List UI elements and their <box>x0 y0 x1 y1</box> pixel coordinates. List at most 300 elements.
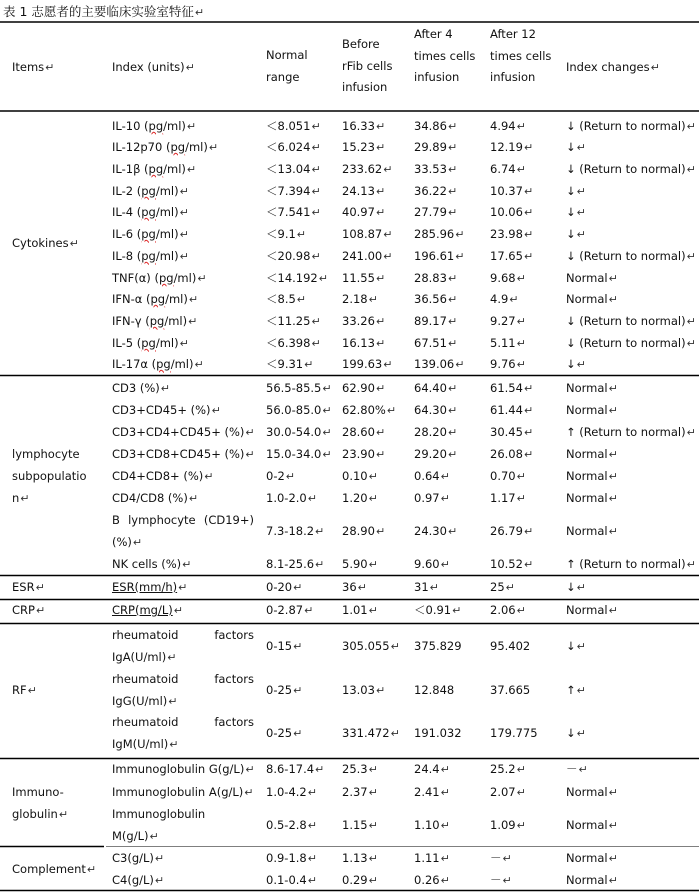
paragraph-mark: ↵ <box>368 558 378 571</box>
index-cell: TNF(α) (pg/ml)↵ <box>112 271 207 285</box>
after4-cell: 24.4↵ <box>414 762 450 776</box>
normal-cell: 1.0-2.0↵ <box>266 491 317 505</box>
group-label-line: n↵ <box>12 491 30 505</box>
paragraph-mark: ↵ <box>523 185 534 198</box>
index-cell: IL-6 (pg/ml)↵ <box>112 227 189 241</box>
paragraph-mark: ↵ <box>608 448 618 461</box>
paragraph-mark: ↵ <box>368 763 378 776</box>
paragraph-mark: ↵ <box>311 337 321 350</box>
paragraph-mark: ↵ <box>307 786 317 799</box>
change-cell: ↓↵ <box>566 227 586 241</box>
after12-cell: 95.402 <box>490 639 531 653</box>
index-line: rheumatoid factors <box>112 715 254 729</box>
paragraph-mark: ↵ <box>447 185 458 198</box>
paragraph-mark: ↵ <box>368 293 378 306</box>
paragraph-mark: ↵ <box>440 786 450 799</box>
paragraph-mark: ↵ <box>429 581 439 594</box>
paragraph-mark: ↵ <box>304 358 314 371</box>
before-cell: 241.00↵ <box>342 249 393 263</box>
normal-cell: 0-25↵ <box>266 726 303 740</box>
index-line: rheumatoid factors <box>112 628 254 642</box>
index-cell <box>112 509 254 554</box>
after4-cell: 139.06↵ <box>414 357 465 371</box>
group-label-line: subpopulatio <box>12 469 87 483</box>
index-cell: IFN-α (pg/ml)↵ <box>112 292 199 306</box>
paragraph-mark: ↵ <box>154 852 165 865</box>
paragraph-mark: ↵ <box>307 874 317 887</box>
paragraph-mark: ↵ <box>447 315 458 328</box>
paragraph-mark: ↵ <box>523 228 534 241</box>
paragraph-mark: ↵ <box>440 852 450 865</box>
after4-cell: 1.10↵ <box>414 818 450 832</box>
change-cell: ↓ (Return to normal)↵ <box>566 249 696 263</box>
after12-cell: 26.79↵ <box>490 524 534 538</box>
index-line: B lymphocyte (CD19+) <box>112 513 254 527</box>
header-index-changes: Index changes↵ <box>566 60 660 74</box>
paragraph-mark: ↵ <box>383 358 393 371</box>
paragraph-mark: ↵ <box>390 640 400 653</box>
paragraph-mark: ↵ <box>357 581 367 594</box>
paragraph-mark: ↵ <box>447 206 458 219</box>
paragraph-mark: ↵ <box>179 250 189 263</box>
change-cell: Normal↵ <box>566 447 618 461</box>
paragraph-mark: ↵ <box>447 120 458 133</box>
before-cell: 28.60↵ <box>342 425 386 439</box>
group-label: ESR↵ <box>12 580 45 594</box>
paragraph-mark: ↵ <box>686 315 696 328</box>
normal-cell: ＜7.541↵ <box>266 205 321 219</box>
change-cell: ↑ (Return to normal)↵ <box>566 425 696 439</box>
after12-cell: 17.65↵ <box>490 249 534 263</box>
after12-cell: 1.09↵ <box>490 818 526 832</box>
after12-cell: －↵ <box>490 851 512 865</box>
normal-cell: 0.9-1.8↵ <box>266 851 317 865</box>
after12-cell: 9.68↵ <box>490 271 526 285</box>
after4-cell: 64.40↵ <box>414 381 458 395</box>
change-cell: Normal↵ <box>566 491 618 505</box>
index-cell: IFN-γ (pg/ml)↵ <box>112 314 198 328</box>
paragraph-mark: ↵ <box>204 470 214 483</box>
paragraph-mark: ↵ <box>383 250 393 263</box>
header-items: Items↵ <box>12 60 55 74</box>
after4-cell: 24.30↵ <box>414 524 458 538</box>
paragraph-mark: ↵ <box>375 141 386 154</box>
paragraph-mark: ↵ <box>311 163 321 176</box>
paragraph-mark: ↵ <box>383 163 393 176</box>
paragraph-mark: ↵ <box>194 358 204 371</box>
paragraph-mark: ↵ <box>293 640 303 653</box>
normal-cell: ＜9.1↵ <box>266 227 307 241</box>
paragraph-mark: ↵ <box>35 581 45 594</box>
paragraph-mark: ↵ <box>315 763 325 776</box>
header-after4: After 4 times cells infusion <box>414 27 476 85</box>
after4-cell: 2.41↵ <box>414 785 450 799</box>
change-cell: Normal↵ <box>566 292 618 306</box>
paragraph-mark: ↵ <box>386 404 397 417</box>
before-cell: 199.63↵ <box>342 357 393 371</box>
after4-cell: 28.20↵ <box>414 425 458 439</box>
group-label: CRP↵ <box>12 603 46 617</box>
normal-cell: 0.5-2.8↵ <box>266 818 317 832</box>
group-label-line: Immuno- <box>12 785 64 799</box>
after4-cell: 29.89↵ <box>414 140 458 154</box>
change-cell: ↓↵ <box>566 639 586 653</box>
after4-cell: 36.56↵ <box>414 292 458 306</box>
normal-cell: ＜8.5↵ <box>266 292 307 306</box>
after4-cell: 191.032 <box>414 726 462 740</box>
paragraph-mark: ↵ <box>608 525 618 538</box>
change-cell: Normal↵ <box>566 851 618 865</box>
change-cell: －↵ <box>566 762 588 776</box>
after12-cell: 12.19↵ <box>490 140 534 154</box>
paragraph-mark: ↵ <box>169 738 179 751</box>
paragraph-mark: ↵ <box>523 250 534 263</box>
before-cell: 2.37↵ <box>342 785 378 799</box>
paragraph-mark: ↵ <box>35 604 46 617</box>
paragraph-mark: ↵ <box>160 382 170 395</box>
paragraph-mark: ↵ <box>244 786 254 799</box>
paragraph-mark: ↵ <box>523 141 534 154</box>
paragraph-mark: ↵ <box>211 404 221 417</box>
before-cell: 13.03↵ <box>342 683 386 697</box>
index-cell: IL-4 (pg/ml)↵ <box>112 205 189 219</box>
paragraph-mark: ↵ <box>368 492 378 505</box>
index-line: IgG(U/ml)↵ <box>112 694 178 708</box>
paragraph-mark: ↵ <box>311 206 321 219</box>
change-cell: Normal↵ <box>566 785 618 799</box>
paragraph-mark: ↵ <box>576 206 586 219</box>
paragraph-mark: ↵ <box>516 315 526 328</box>
after4-cell: 0.26↵ <box>414 873 450 887</box>
index-line: rheumatoid factors <box>112 672 254 686</box>
change-cell: ↑↵ <box>566 683 586 697</box>
index-line: M(g/L)↵ <box>112 829 159 843</box>
index-cell: IL-8 (pg/ml)↵ <box>112 249 189 263</box>
after12-cell: 9.76↵ <box>490 357 526 371</box>
paragraph-mark: ↵ <box>455 358 465 371</box>
paragraph-mark: ↵ <box>608 293 618 306</box>
before-cell: 305.055↵ <box>342 639 400 653</box>
paragraph-mark: ↵ <box>368 786 378 799</box>
header-before: Before rFib cells infusion <box>342 37 393 95</box>
paragraph-mark: ↵ <box>318 272 328 285</box>
change-cell: ↓↵ <box>566 726 586 740</box>
paragraph-mark: ↵ <box>390 727 400 740</box>
after12-cell: 37.665 <box>490 683 531 697</box>
paragraph-mark: ↵ <box>608 819 618 832</box>
after12-cell: 2.07↵ <box>490 785 526 799</box>
change-cell: ↓↵ <box>566 580 586 594</box>
normal-cell: 56.5-85.5↵ <box>266 381 332 395</box>
paragraph-mark: ↵ <box>368 604 378 617</box>
change-cell: Normal↵ <box>566 403 618 417</box>
paragraph-mark: ↵ <box>516 763 526 776</box>
paragraph-mark: ↵ <box>311 250 321 263</box>
before-cell: 36↵ <box>342 580 367 594</box>
after12-cell: 2.06↵ <box>490 603 526 617</box>
paragraph-mark: ↵ <box>69 237 79 250</box>
after4-cell: 27.79↵ <box>414 205 458 219</box>
change-cell: ↓↵ <box>566 205 586 219</box>
paragraph-mark: ↵ <box>608 786 618 799</box>
after12-cell: 9.27↵ <box>490 314 526 328</box>
paragraph-mark: ↵ <box>168 695 178 708</box>
before-cell: 1.15↵ <box>342 818 378 832</box>
normal-cell: 8.1-25.6↵ <box>266 557 325 571</box>
paragraph-mark: ↵ <box>440 558 450 571</box>
paragraph-mark: ↵ <box>293 727 303 740</box>
after12-cell: 4.94↵ <box>490 119 526 133</box>
paragraph-mark: ↵ <box>178 581 188 594</box>
paragraph-mark: ↵ <box>523 558 534 571</box>
normal-cell: ＜6.398↵ <box>266 336 321 350</box>
paragraph-mark: ↵ <box>576 684 586 697</box>
paragraph-mark: ↵ <box>285 470 296 483</box>
paragraph-mark: ↵ <box>296 228 307 241</box>
after4-cell: 34.86↵ <box>414 119 458 133</box>
paragraph-mark: ↵ <box>383 228 393 241</box>
after12-cell: 23.98↵ <box>490 227 534 241</box>
paragraph-mark: ↵ <box>516 120 526 133</box>
before-cell: 11.55↵ <box>342 271 386 285</box>
paragraph-mark: ↵ <box>307 852 317 865</box>
index-cell: ESR(mm/h)↵ <box>112 580 188 594</box>
paragraph-mark: ↵ <box>523 426 534 439</box>
paragraph-mark: ↵ <box>608 404 618 417</box>
paragraph-mark: ↵ <box>149 830 159 843</box>
paragraph-mark: ↵ <box>27 684 37 697</box>
group-label: RF↵ <box>12 683 37 697</box>
after12-cell: －↵ <box>490 873 512 887</box>
header-index: Index (units)↵ <box>112 60 195 74</box>
paragraph-mark: ↵ <box>197 272 207 285</box>
paragraph-mark: ↵ <box>516 786 526 799</box>
paragraph-mark: ↵ <box>245 763 255 776</box>
paragraph-mark: ↵ <box>516 337 526 350</box>
paragraph-mark: ↵ <box>293 684 303 697</box>
after12-cell: 25.2↵ <box>490 762 526 776</box>
normal-cell: ＜13.04↵ <box>266 162 321 176</box>
after4-cell: 196.61↵ <box>414 249 465 263</box>
paragraph-mark: ↵ <box>509 293 519 306</box>
before-cell: 0.29↵ <box>342 873 378 887</box>
paragraph-mark: ↵ <box>608 604 618 617</box>
index-line: Immunoglobulin <box>112 807 206 821</box>
after4-cell: 285.96↵ <box>414 227 465 241</box>
paragraph-mark: ↵ <box>608 470 618 483</box>
index-cell: C3(g/L)↵ <box>112 851 165 865</box>
after12-cell: 61.44↵ <box>490 403 534 417</box>
normal-cell: ＜8.051↵ <box>266 119 321 133</box>
paragraph-mark: ↵ <box>447 293 458 306</box>
paragraph-mark: ↵ <box>188 293 199 306</box>
paragraph-mark: ↵ <box>188 315 198 328</box>
paragraph-mark: ↵ <box>375 315 386 328</box>
after4-cell: 0.97↵ <box>414 491 450 505</box>
after12-cell: 0.70↵ <box>490 469 526 483</box>
paragraph-mark: ↵ <box>686 163 696 176</box>
paragraph-mark: ↵ <box>375 684 386 697</box>
index-cell: IL-12p70 (pg/ml)↵ <box>112 140 219 154</box>
index-cell: IL-2 (pg/ml)↵ <box>112 184 189 198</box>
paragraph-mark: ↵ <box>505 581 515 594</box>
group-label <box>12 781 68 826</box>
after4-cell: 9.60↵ <box>414 557 450 571</box>
normal-cell: 0-25↵ <box>266 683 303 697</box>
paragraph-mark: ↵ <box>375 382 386 395</box>
paragraph-mark: ↵ <box>516 492 526 505</box>
paragraph-mark: ↵ <box>322 426 332 439</box>
before-cell: 24.13↵ <box>342 184 386 198</box>
after12-cell: 1.17↵ <box>490 491 526 505</box>
normal-cell: 1.0-4.2↵ <box>266 785 317 799</box>
paragraph-mark: ↵ <box>440 763 450 776</box>
normal-cell: 56.0-85.0↵ <box>266 403 332 417</box>
paragraph-mark: ↵ <box>608 852 618 865</box>
change-cell: ↑ (Return to normal)↵ <box>566 557 696 571</box>
normal-cell: ＜20.98↵ <box>266 249 321 263</box>
after12-cell: 5.11↵ <box>490 336 526 350</box>
after12-cell: 61.54↵ <box>490 381 534 395</box>
after12-cell: 4.9↵ <box>490 292 519 306</box>
before-cell: 28.90↵ <box>342 524 386 538</box>
paragraph-mark: ↵ <box>608 492 618 505</box>
normal-cell: 0-2↵ <box>266 469 296 483</box>
paragraph-mark: ↵ <box>447 404 458 417</box>
paragraph-mark: ↵ <box>686 558 696 571</box>
paragraph-mark: ↵ <box>502 852 512 865</box>
paragraph-mark: ↵ <box>186 163 197 176</box>
after12-cell: 10.52↵ <box>490 557 534 571</box>
paragraph-mark: ↵ <box>208 141 219 154</box>
index-cell: IL-10 (pg/ml)↵ <box>112 119 197 133</box>
paragraph-mark: ↵ <box>245 426 255 439</box>
before-cell: 1.20↵ <box>342 491 378 505</box>
paragraph-mark: ↵ <box>440 874 450 887</box>
after12-cell: 6.74↵ <box>490 162 526 176</box>
after4-cell: 0.64↵ <box>414 469 450 483</box>
after4-cell: 375.829 <box>414 639 462 653</box>
paragraph-mark: ↵ <box>311 185 321 198</box>
change-cell: ↓ (Return to normal)↵ <box>566 162 696 176</box>
header-normal-range: Normal range <box>266 48 308 84</box>
after4-cell: 1.11↵ <box>414 851 450 865</box>
before-cell: 0.10↵ <box>342 469 378 483</box>
index-cell: IL-17α (pg/ml)↵ <box>112 357 204 371</box>
paragraph-mark: ↵ <box>608 874 618 887</box>
paragraph-mark: ↵ <box>311 315 321 328</box>
paragraph-mark: ↵ <box>322 382 332 395</box>
paragraph-mark: ↵ <box>523 448 534 461</box>
paragraph-mark: ↵ <box>516 470 526 483</box>
paragraph-mark: ↵ <box>516 163 526 176</box>
paragraph-mark: ↵ <box>440 470 450 483</box>
paragraph-mark: ↵ <box>516 819 526 832</box>
group-label-line: globulin↵ <box>12 807 69 821</box>
paragraph-mark: ↵ <box>447 163 458 176</box>
normal-cell: 8.6-17.4↵ <box>266 762 325 776</box>
paragraph-mark: ↵ <box>576 141 586 154</box>
paragraph-mark: ↵ <box>447 448 458 461</box>
paragraph-mark: ↵ <box>447 382 458 395</box>
before-cell: 16.33↵ <box>342 119 386 133</box>
change-cell: Normal↵ <box>566 271 618 285</box>
paragraph-mark: ↵ <box>368 470 378 483</box>
paragraph-mark: ↵ <box>447 272 458 285</box>
index-cell: CD4+CD8+ (%)↵ <box>112 469 214 483</box>
paragraph-mark: ↵ <box>455 250 465 263</box>
index-cell: Immunoglobulin A(g/L)↵ <box>112 785 254 799</box>
change-cell: ↓ (Return to normal)↵ <box>566 119 696 133</box>
index-cell: CD4/CD8 (%)↵ <box>112 491 199 505</box>
after4-cell: 89.17↵ <box>414 314 458 328</box>
paragraph-mark: ↵ <box>186 120 197 133</box>
paragraph-mark: ↵ <box>179 228 189 241</box>
paragraph-mark: ↵ <box>440 819 450 832</box>
paragraph-mark: ↵ <box>375 272 386 285</box>
paragraph-mark: ↵ <box>455 228 465 241</box>
change-cell: ↓↵ <box>566 184 586 198</box>
paragraph-mark: ↵ <box>576 358 586 371</box>
after12-cell: 30.45↵ <box>490 425 534 439</box>
normal-cell: ＜6.024↵ <box>266 140 321 154</box>
before-cell: 1.13↵ <box>342 851 378 865</box>
paragraph-mark: ↵ <box>375 448 386 461</box>
paragraph-mark: ↵ <box>311 120 321 133</box>
after12-cell: 25↵ <box>490 580 515 594</box>
paragraph-mark: ↵ <box>447 337 458 350</box>
paragraph-mark: ↵ <box>368 819 378 832</box>
paragraph-mark: ↵ <box>686 426 696 439</box>
paragraph-mark: ↵ <box>296 293 307 306</box>
after4-cell: 31↵ <box>414 580 439 594</box>
paragraph-mark: ↵ <box>576 228 586 241</box>
normal-cell: 0-2.87↵ <box>266 603 314 617</box>
paragraph-mark: ↵ <box>315 558 325 571</box>
change-cell: ↓↵ <box>566 140 586 154</box>
change-cell: Normal↵ <box>566 818 618 832</box>
paragraph-mark: ↵ <box>86 863 97 876</box>
index-line: (%)↵ <box>112 535 143 549</box>
normal-cell: 30.0-54.0↵ <box>266 425 332 439</box>
paragraph-mark: ↵ <box>307 819 317 832</box>
after4-cell: ＜0.91↵ <box>414 603 462 617</box>
before-cell: 108.87↵ <box>342 227 393 241</box>
after4-cell: 67.51↵ <box>414 336 458 350</box>
index-cell: CD3 (%)↵ <box>112 381 170 395</box>
paragraph-mark: ↵ <box>375 337 386 350</box>
paragraph-mark: ↵ <box>182 558 192 571</box>
paragraph-mark: ↵ <box>322 448 332 461</box>
paragraph-mark: ↵ <box>516 604 526 617</box>
table-title: 表 1 志愿者的主要临床实验室特征↵ <box>3 4 205 19</box>
paragraph-mark: ↵ <box>179 185 189 198</box>
group-label: Cytokines↵ <box>12 236 79 250</box>
index-cell: IL-1β (pg/ml)↵ <box>112 162 197 176</box>
paragraph-mark: ↵ <box>322 404 332 417</box>
paragraph-mark: ↵ <box>516 358 526 371</box>
change-cell: ↓ (Return to normal)↵ <box>566 314 696 328</box>
before-cell: 331.472↵ <box>342 726 400 740</box>
index-cell: CD3+CD4+CD45+ (%)↵ <box>112 425 255 439</box>
paragraph-mark: ↵ <box>440 492 450 505</box>
normal-cell: 0-20↵ <box>266 580 303 594</box>
before-cell: 1.01↵ <box>342 603 378 617</box>
change-cell: Normal↵ <box>566 603 618 617</box>
before-cell: 233.62↵ <box>342 162 393 176</box>
group-label <box>12 443 87 510</box>
normal-cell: ＜14.192↵ <box>266 271 328 285</box>
